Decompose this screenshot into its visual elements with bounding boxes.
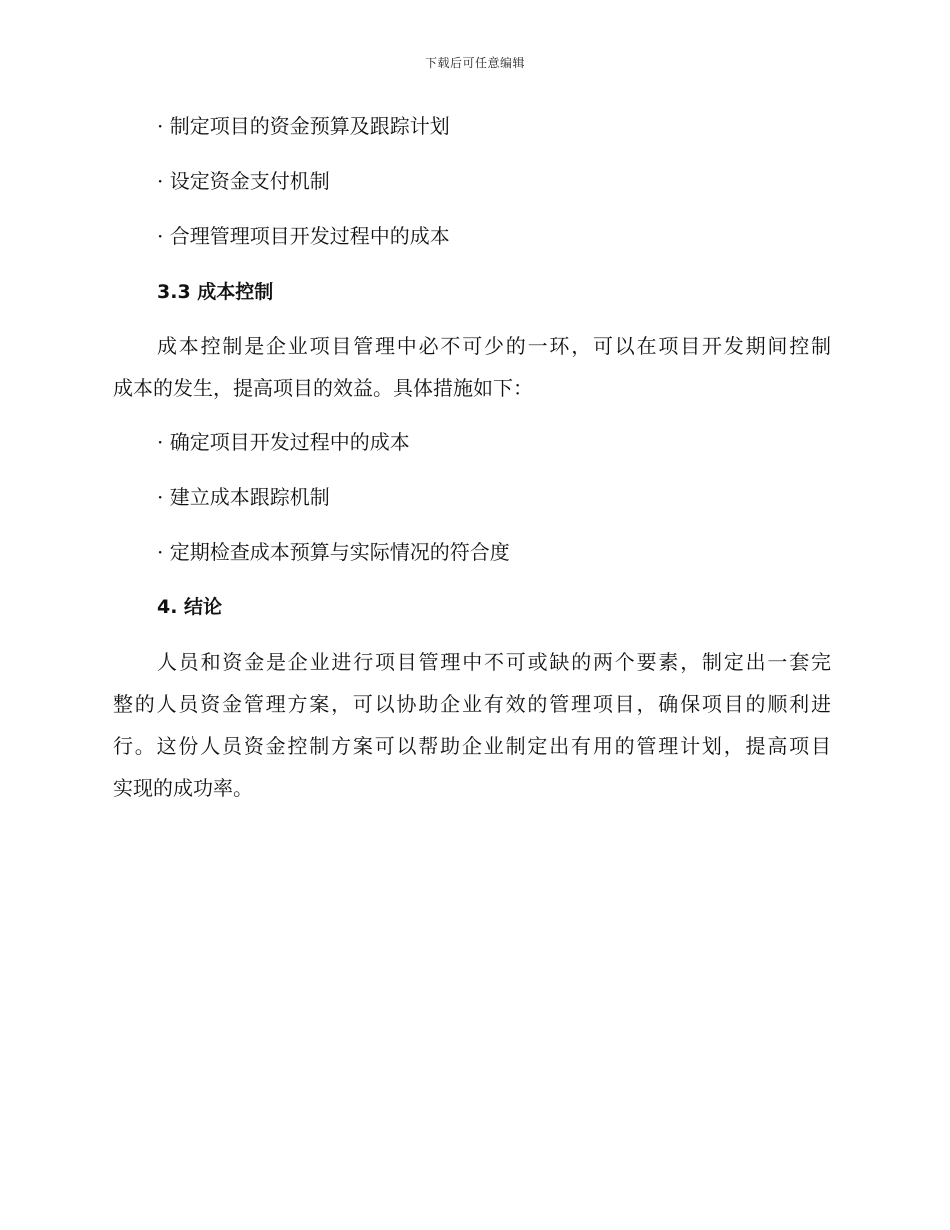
paragraph-line: 实现的成功率。 <box>113 776 253 800</box>
page-header: 下载后可任意编辑 <box>424 56 525 70</box>
paragraph-line: 行。这份人员资金控制方案可以帮助企业制定出有用的管理计划，提高项目 <box>113 734 831 758</box>
paragraph-line: 成本的发生，提高项目的效益。具体措施如下： <box>113 376 533 400</box>
paragraph-line: 成本控制是企业项目管理中必不可少的一环，可以在项目开发期间控制 <box>157 334 831 358</box>
section-heading: 3.3 成本控制 <box>157 281 274 303</box>
bullet-item: · 设定资金支付机制 <box>157 169 330 193</box>
paragraph-line: 人员和资金是企业进行项目管理中不可或缺的两个要素，制定出一套完 <box>157 650 831 674</box>
bullet-item: · 确定项目开发过程中的成本 <box>157 430 410 454</box>
bullet-item: · 合理管理项目开发过程中的成本 <box>157 224 450 248</box>
bullet-item: · 定期检查成本预算与实际情况的符合度 <box>157 540 510 564</box>
paragraph-line: 整的人员资金管理方案，可以协助企业有效的管理项目，确保项目的顺利进 <box>113 692 831 716</box>
bullet-item: · 建立成本跟踪机制 <box>157 485 330 509</box>
bullet-item: · 制定项目的资金预算及跟踪计划 <box>157 114 450 138</box>
section-heading: 4. 结论 <box>157 596 223 618</box>
